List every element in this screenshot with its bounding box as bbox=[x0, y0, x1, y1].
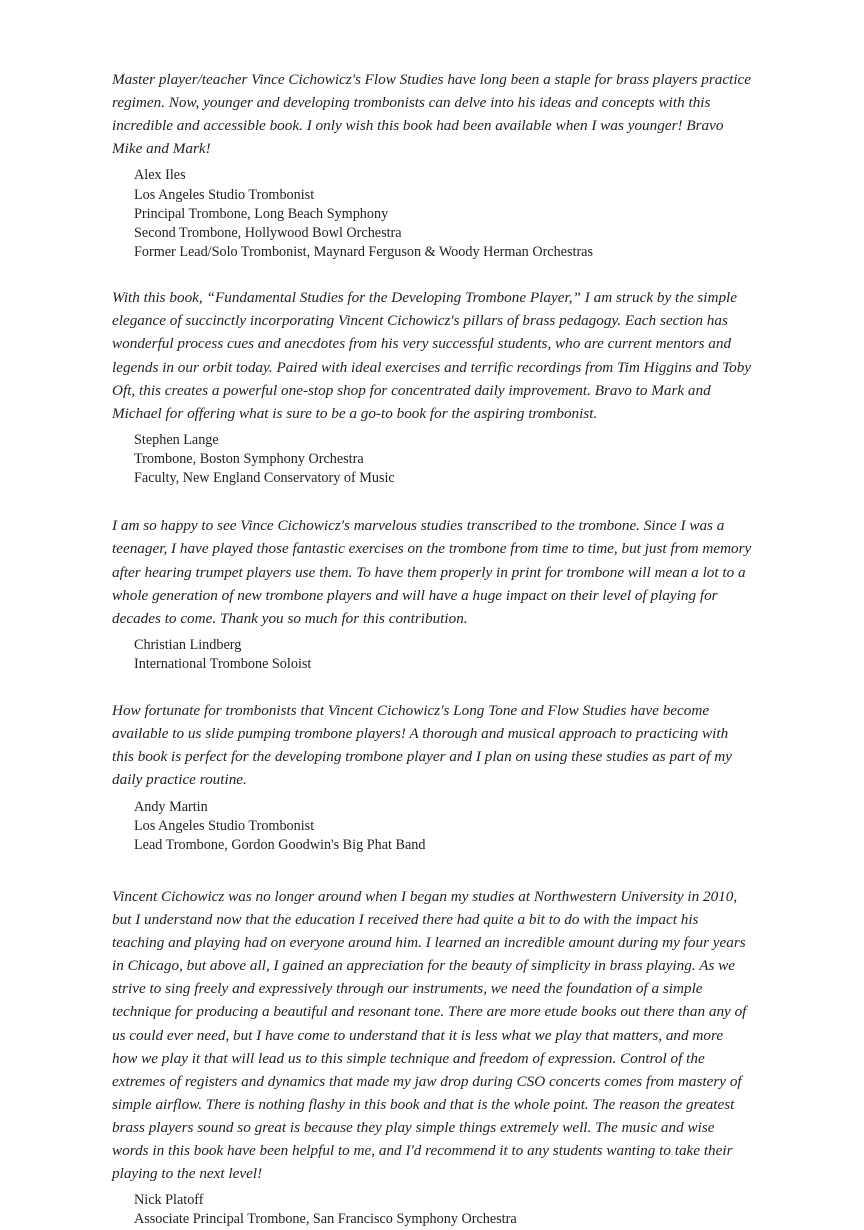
attribution-line: International Trombone Soloist bbox=[134, 655, 312, 672]
attribution-line: Trombone, Boston Symphony Orchestra bbox=[134, 450, 364, 467]
testimonial-quote: With this book, “Fundamental Studies for the Developing Trombone Player,” I am struck by the simple elegance of succinctly incorporating Vincent Cichowicz's pillars of brass pedagogy. Each section has wonderful process cues and anecdotes from his very successful students, who are current mentors and legends in our orbit today. Paired with ideal exercises and terrific recordings from Tim Higgins and Toby Oft, this creates a powerful one-stop shop for concentrated daily improvement. Bravo to Mark and Michael for offering what is sure to be a go-to book for the aspiring trombonist. bbox=[112, 289, 752, 422]
attribution-line: Lead Trombone, Gordon Goodwin's Big Phat Band bbox=[134, 836, 426, 853]
testimonial-quote: I am so happy to see Vince Cichowicz's marvelous studies transcribed to the trombone. Since I was a teenager, I have played those fantastic exercises on the trombone from time to time, but just from memory after hearing trumpet players use them. To have them properly in print for trombone will mean a lot to a whole generation of new trombone players and will have a huge impact on their level of playing for decades to come. Thank you so much for this contribution. bbox=[112, 517, 752, 627]
attribution-line: Second Trombone, Hollywood Bowl Orchestra bbox=[134, 224, 402, 241]
attribution-line: Stephen Lange bbox=[134, 431, 219, 448]
attribution-line: Los Angeles Studio Trombonist bbox=[134, 817, 315, 834]
attribution-line: Faculty, New England Conservatory of Music bbox=[134, 470, 395, 487]
attribution-line: Associate Principal Trombone, San Francisco Symphony Orchestra bbox=[134, 1211, 517, 1228]
testimonial-attribution bbox=[134, 1191, 752, 1229]
testimonial-block bbox=[112, 699, 752, 855]
testimonial-attribution bbox=[134, 798, 752, 856]
testimonial-quote: Master player/teacher Vince Cichowicz's Flow Studies have long been a staple for brass players practice regimen. Now, younger and developing trombonists can delve into his ideas and concepts with this incredible and accessible book. I only wish this book had been available when I was younger! Bravo Mike and Mark! bbox=[112, 71, 752, 158]
testimonial-quote: How fortunate for trombonists that Vincent Cichowicz's Long Tone and Flow Studies have become available to us slide pumping trombone players! A thorough and musical approach to practicing with this book is perfect for the developing trombone player and I plan on using these studies as part of my daily practice routine. bbox=[112, 702, 732, 789]
attribution-line: Los Angeles Studio Trombonist bbox=[134, 186, 315, 203]
attribution-line: Principal Trombone, Long Beach Symphony bbox=[134, 205, 389, 222]
attribution-line: Alex Iles bbox=[134, 167, 186, 184]
testimonial-attribution bbox=[134, 431, 752, 489]
testimonial-block bbox=[112, 885, 752, 1230]
testimonial-block bbox=[112, 286, 752, 488]
attribution-line: Former Lead/Solo Trombonist, Maynard Ferguson & Woody Herman Orchestras bbox=[134, 244, 593, 261]
testimonial-block bbox=[112, 514, 752, 674]
testimonial-attribution bbox=[134, 166, 752, 262]
testimonial-attribution bbox=[134, 636, 752, 674]
testimonial-block bbox=[112, 68, 752, 262]
attribution-line: Nick Platoff bbox=[134, 1192, 204, 1209]
attribution-line: Andy Martin bbox=[134, 798, 208, 815]
testimonial-quote: Vincent Cichowicz was no longer around when I began my studies at Northwestern University in 2010, but I understand now that the education I received there had quite a bit to do with the impact his teaching and playing had on everyone around him. I learned an incredible amount during my four years in Chicago, but above all, I gained an appreciation for the beauty of simplicity in brass playing. As we strive to sing freely and expressively through our instruments, we need the foundation of a simple technique for producing a beautiful and resonant tone. There are more etude books out there than any of us could ever need, but I have come to understand that it is less what we play that matters, and more how we play it that will lead us to this simple technique and freedom of expression. Control of the extremes of registers and dynamics that made my jaw drop during CSO concerts comes from mastery of simple airflow. There is nothing flashy in this book and that is the whole point. The reason the greatest brass players sound so great is because they play simple things extremely well. The music and wise words in this book have been helpful to me, and I'd recommend it to any students wanting to take their playing to the next level! bbox=[112, 888, 747, 1183]
attribution-line: Christian Lindberg bbox=[134, 636, 242, 653]
